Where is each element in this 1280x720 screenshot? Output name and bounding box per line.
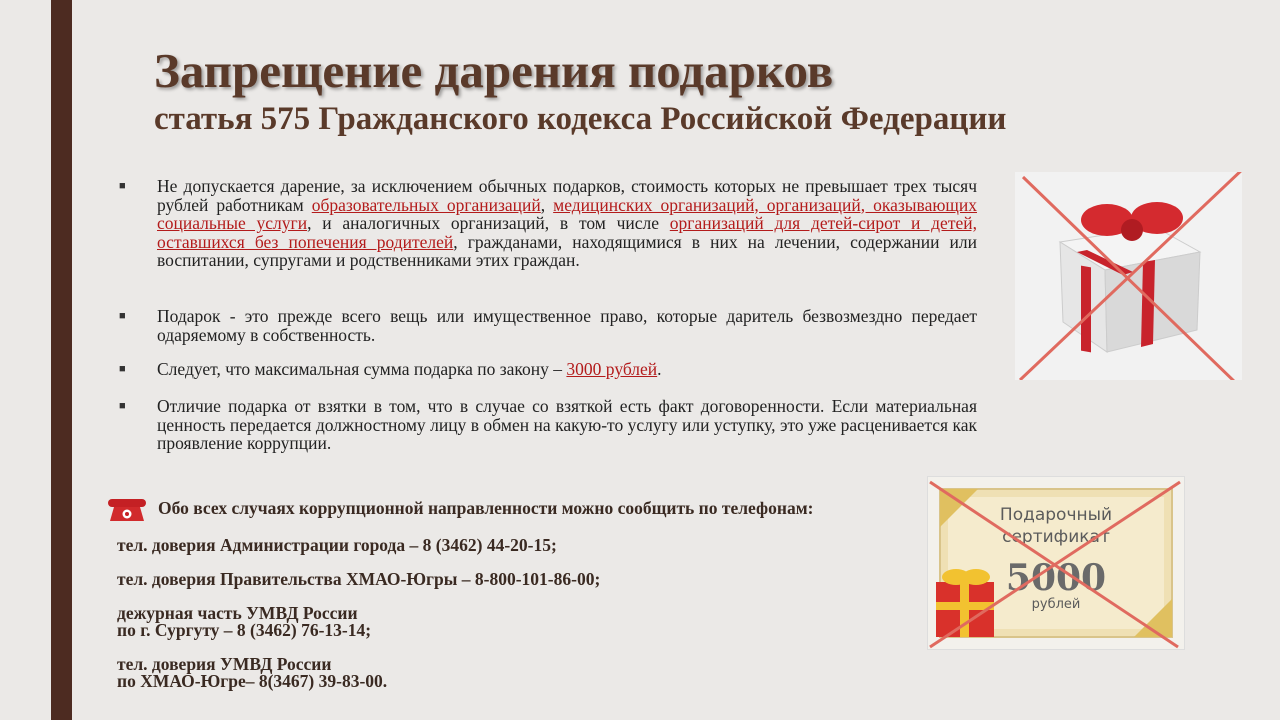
phone-police-trust-label: тел. доверия УМВД России (117, 654, 332, 674)
phone-police-duty: по г. Сургуту – 8 (3462) 76-13-14; (117, 620, 372, 640)
telephone-icon (106, 495, 148, 523)
bullet-2: ■ Подарок - это прежде всего вещь или имущественное право, которые даритель безвозмездно передает одаряемому в собственность. (157, 307, 977, 344)
slide-title: Запрещение дарения подарков (154, 43, 834, 98)
crossed-gift-certificate-icon (927, 476, 1185, 650)
certificate-title-line2: сертификат (1002, 527, 1110, 547)
bullet-3: ■ Следует, что максимальная сумма подарка по закону – 3000 рублей. (157, 360, 977, 379)
crossed-gift-icon (1015, 172, 1242, 380)
link-orphan-orgs[interactable]: организаций для детей-сирот и детей, оставшихся без попечения родителей (157, 213, 977, 252)
certificate-amount: 5000 (1005, 557, 1107, 599)
slide-subtitle: статья 575 Гражданского кодекса Российской Федерации (154, 101, 1007, 137)
side-accent-bar (51, 0, 72, 720)
phone-police-trust: по ХМАО-Югре– 8(3467) 39-83-00. (117, 671, 388, 691)
phone-police-duty-label: дежурная часть УМВД России (117, 603, 358, 623)
phone-government: тел. доверия Правительства ХМАО-Югры – 8-800-101-86-00; (117, 569, 601, 589)
bullet-1: ■ Не допускается дарение, за исключением обычных подарков, стоимость которых не превышает трех тысяч рублей работникам образовательных организаций, медицинских организаций, организаций, оказывающих социальные услуги, и аналогичных организаций, в том числе организаций для детей-сирот и детей, оставшихся без попечения родителей, гражданами, находящимися в них на лечении, содержании или воспитании, супругами и родственниками этих граждан. (157, 177, 977, 270)
bullet-4: ■ Отличие подарка от взятки в том, что в случае со взяткой есть факт договоренности. Если материальная ценность передается должностному лицу в обмен на какую-то услугу или уступку, это уже расценивается как проявление коррупции. (157, 397, 977, 453)
certificate-title-line1: Подарочный (999, 505, 1113, 525)
link-educational-orgs[interactable]: образовательных организаций (311, 194, 541, 215)
link-3000-rubles[interactable]: 3000 рублей (566, 359, 658, 379)
certificate-currency: рублей (1031, 597, 1081, 612)
phone-admin: тел. доверия Администрации города – 8 (3462) 44-20-15; (117, 535, 557, 555)
link-medical-orgs[interactable]: медицинских организаций, организаций, оказывающих социальные услуги (157, 194, 977, 233)
contacts-heading: Обо всех случаях коррупционной направленности можно сообщить по телефонам: (158, 498, 814, 518)
